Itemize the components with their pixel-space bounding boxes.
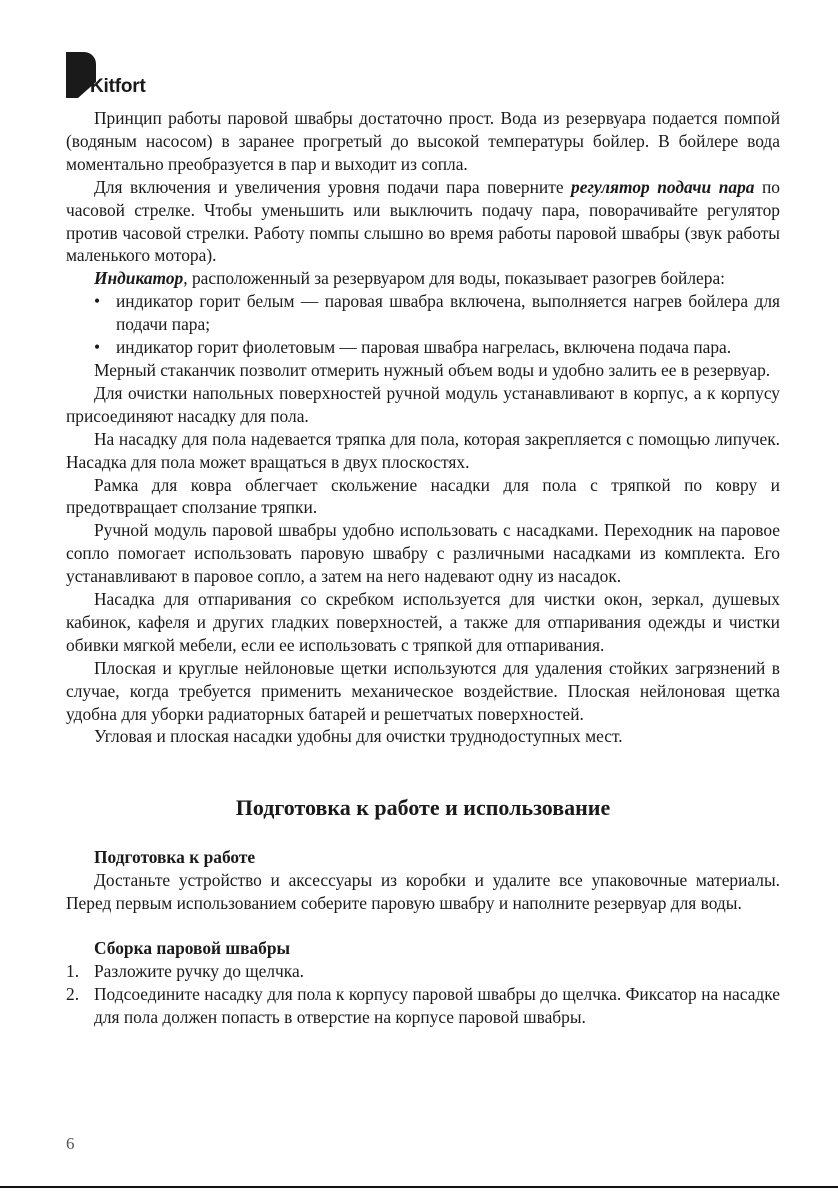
emphasis-term: Индикатор xyxy=(94,268,184,289)
paragraph: Принцип работы паровой швабры достаточно прост. Вода из резервуара подается помпой (водяным насосом) в заранее прогретый до высокой температуры бойлер. В бойлере вода моментально преобразуется в пар и выходит из сопла. xyxy=(66,108,780,174)
step-text: Разложите ручку до щелчка. xyxy=(94,961,305,981)
kitfort-logo xyxy=(66,52,146,98)
subsection-heading: Сборка паровой швабры xyxy=(94,938,291,959)
logo-text: Kitfort xyxy=(90,76,146,97)
list-item: • индикатор горит фиолетовым — паровая швабра нагрелась, включена подача пара. xyxy=(66,336,780,359)
section-heading: Подготовка к работе и использование xyxy=(235,795,611,821)
step-item xyxy=(66,983,780,1029)
paragraph: Мерный стаканчик позволит отмерить нужный объем воды и удобно залить ее в резервуар. xyxy=(94,359,771,380)
paragraph: Плоская и круглые нейлоновые щетки используются для удаления стойких загрязнений в случае, когда требуется применить механическое воздействие. Плоская нейлоновая щетка удобна для уборки радиаторных батарей и решетчатых поверхностей. xyxy=(66,657,780,724)
step-number: 1. xyxy=(66,961,80,981)
paragraph-text: Для включения и увеличения уровня подачи пара поверните xyxy=(94,176,572,197)
footer-divider xyxy=(0,1186,838,1188)
list-item: • индикатор горит белым — паровая швабра включена, выполняется нагрев бойлера для подачи пара; xyxy=(66,290,780,336)
emphasis-term: регулятор подачи пара xyxy=(571,176,755,197)
paragraph: Достаньте устройство и аксессуары из коробки и удалите все упаковочные материалы. Перед первым использованием соберите паровую швабру и наполните резервуар для воды. xyxy=(66,870,780,914)
paragraph: На насадку для пола надевается тряпка для пола, которая закрепляется с помощью липучек. Насадка для пола может вращаться в двух плоскостях. xyxy=(66,428,780,472)
paragraph-text: по часовой стрелке. Чтобы уменьшить или выключить подачу пара, поворачивайте регулятор против часовой стрелки. Работу помпы слышно во время работы паровой швабры (звук работы маленького мотора). xyxy=(66,176,780,266)
paragraph-text: , расположенный за резервуаром для воды, показывает разогрев бойлера: xyxy=(183,268,725,289)
paragraph: Ручной модуль паровой швабры удобно использовать с насадками. Переходник на паровое сопло помогает использовать паровую швабру с различными насадками из комплекта. Его устанавливают в паровое сопло, а затем на него надевают одну из насадок. xyxy=(66,520,780,587)
paragraph xyxy=(66,267,780,290)
step-item xyxy=(66,960,780,983)
page-number: 6 xyxy=(66,1134,75,1153)
assembly-steps xyxy=(66,960,780,1029)
paragraph: Для очистки напольных поверхностей ручной модуль устанавливают в корпус, а к корпусу присоединяют насадку для пола. xyxy=(66,382,780,426)
indicator-list xyxy=(66,290,780,359)
paragraph: Насадка для отпаривания со скребком используется для чистки окон, зеркал, душевых кабинок, кафеля и других гладких поверхностей, а также для отпаривания одежды и чистки обивки мягкой мебели, если ее использовать с тряпкой для отпаривания. xyxy=(66,589,780,655)
paragraph: Рамка для ковра облегчает скольжение насадки для пола с тряпкой по ковру и предотвращает сползание тряпки. xyxy=(66,474,780,518)
subsection-heading: Подготовка к работе xyxy=(94,847,256,868)
step-number: 2. xyxy=(66,983,80,1004)
paragraph xyxy=(66,176,780,268)
paragraph: Угловая и плоская насадки удобны для очистки труднодоступных мест. xyxy=(94,726,623,747)
document-body xyxy=(66,107,780,1029)
step-text: Подсоедините насадку для пола к корпусу паровой швабры до щелчка. Фиксатор на насадке для пола должен попасть в отверстие на корпусе паровой швабры. xyxy=(94,983,780,1027)
